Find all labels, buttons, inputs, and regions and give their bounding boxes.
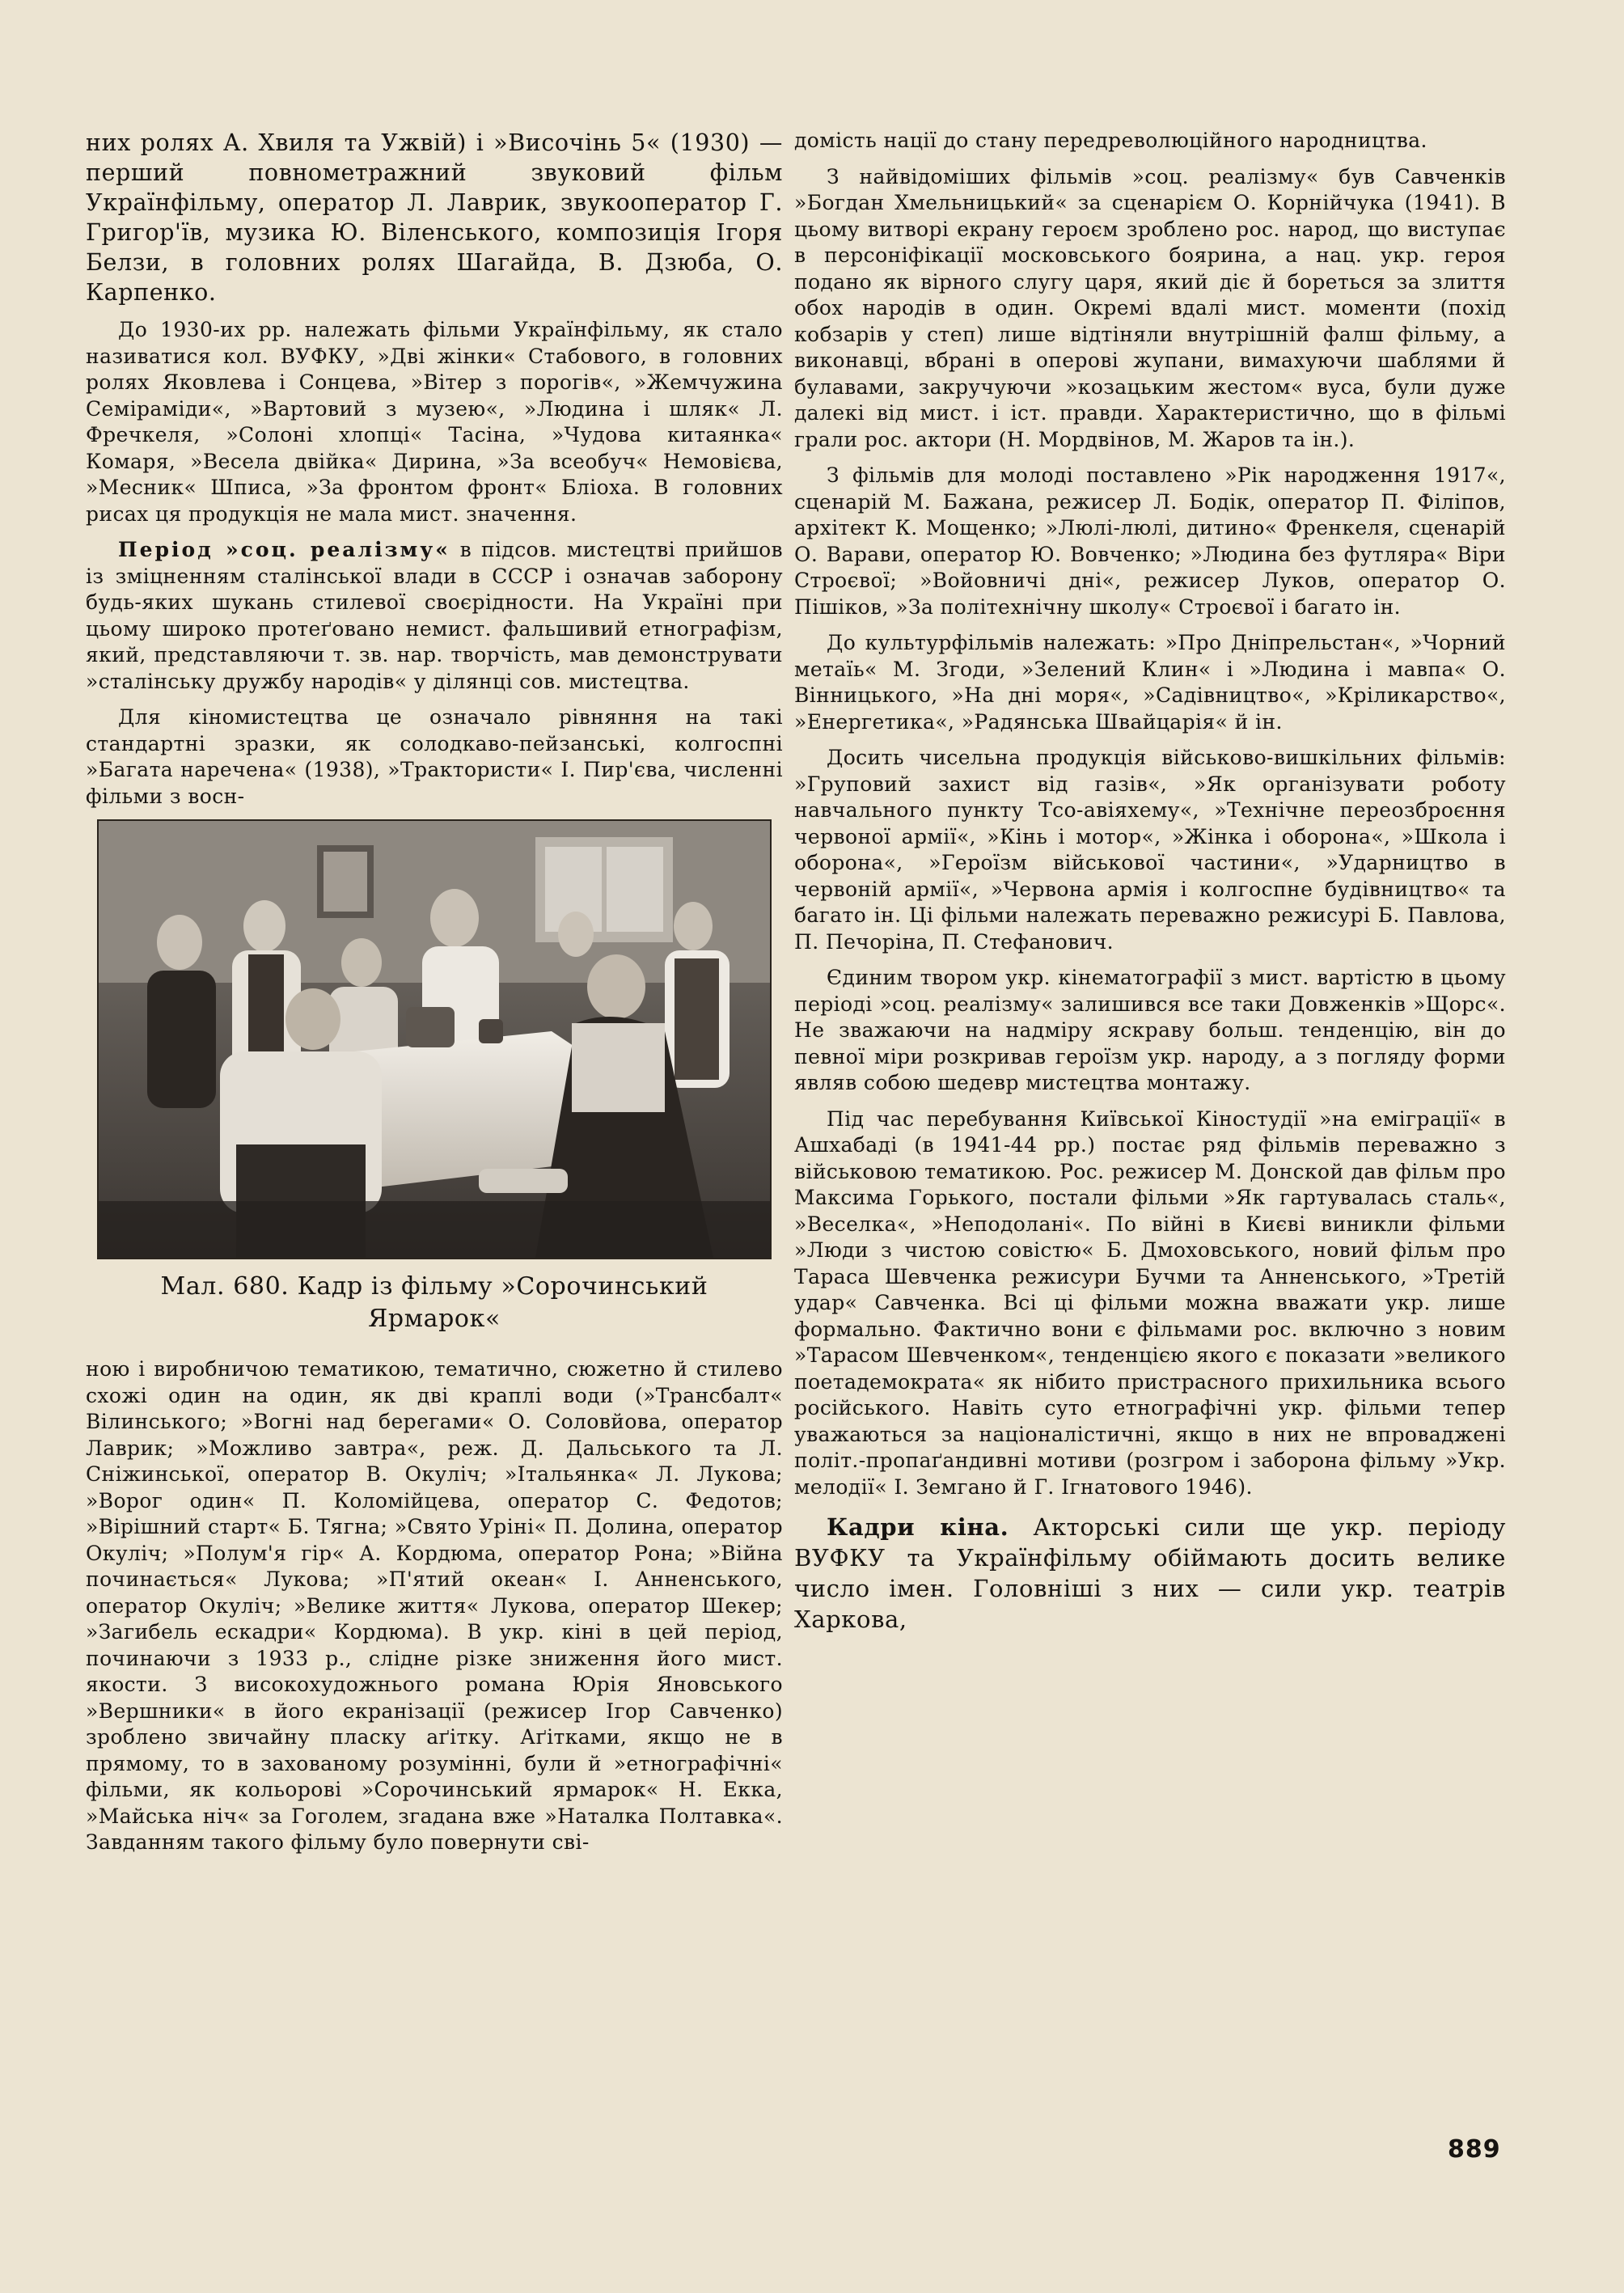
right-paragraph-2: З найвідоміших фільмів »соц. реалізму« був Савченків »Богдан Хмельницький« за сценарієм О. Корнійчука (1941). В цьому витворі екрану героєм зроблено рос. народ, що виступає в персоніфікації московського боярина, а нац. укр. героя подано як вірного слугу царя, який діє й бореться за злиття обох народів в один. Окремі вдалі мист. моменти (похід кобзарів у степ) лише відтіняли внутрішній фалш фільму, а виконавці, вбрані в оперові жупани, вимахуючи шаблями й булавами, закручуючи »козацьким жестом« вуса, були дуже далекі від мист. і іст. правди. Характеристично, що в фільмі грали рос. актори (Н. Мордвінов, М. Жаров та ін.). (794, 164, 1506, 451)
right-paragraph-6: Єдиним твором укр. кінематографії з мист. вартістю в цьому періоді »соц. реалізму« залишився все таки Довженків »Щорс«. Не зважаючи на надміру яскраву больш. тенденцію, він до певної міри розкривав героїзм укр. народу, а з погляду форми являв собою шедевр мистецтва монтажу. (794, 966, 1506, 1094)
left-paragraph-1: них ролях А. Хвиля та Ужвій) і »Височінь 5« (1930) — перший повнометражний звуковий фільм Українфільму, оператор Л. Лаврик, звукооператор Г. Григор'їв, музика Ю. Віленського, композиція Ігоря Белзи, в головних ролях Шагайда, В. Дзюба, О. Карпенко. (86, 129, 783, 306)
right-paragraph-4: До культурфільмів належать: »Про Дніпрельстан«, »Чорний метаїь« М. Згоди, »Зелений Клин« і »Людина і мавпа« О. Вінницького, »На дні моря«, »Садівництво«, »Кріликарство«, »Енергетика«, »Радянська Швайцарія« й ін. (794, 631, 1506, 734)
left-paragraph-3 (86, 537, 783, 695)
figure-caption (86, 1271, 783, 1335)
right-paragraph-5: Досить чисельна продукція військово-вишкільних фільмів: »Груповий захист від газів«, »Як організувати роботу навчального пункту Тсо-авіяхему«, »Технічне переозброєння червоної армії«, »Кінь і мотор«, »Жінка і оборона«, »Школа і оборона«, »Героїзм військової частини«, »Ударництво в червоній армії«, »Червона армія і колгоспне будівництво« та багато ін. Ці фільми належать переважно режисурі Б. Павлова, П. Печоріна, П. Стефанович. (794, 746, 1506, 954)
section-heading-film-cadres: Кадри кіна. (827, 1513, 1009, 1541)
film-still-photo (97, 819, 772, 1259)
right-paragraph-7: Під час перебування Київської Кіностудії »на еміграції« в Ашхабаді (в 1941-44 рр.) постає ряд фільмів переважно з військовою тематикою. Рос. режисер М. Донской дав фільм про Максима Горького, постали фільми »Як гартувалась сталь«, »Веселка«, »Неподолані«. По війні в Києві виникли фільми »Люди з чистою совістю« Б. Дмоховського, новий фільм про Тараса Шевченка режисури Бучми та Анненського, »Третій удар« Савченка. Всі ці фільми можна вважати укр. лише формально. Фактично вони є фільмами рос. включно з новим »Тарасом Шевченком«, тенденцією якого є показати »великого поетадемократа« як нібито пристрасного прихильника всього російського. Навіть суто етнографічні укр. фільми тепер уважаються за націоналістичні, якщо в них не впроваджені політ.-пропаґандивні мотиви (розгром і заборона фільму »Укр. мелодії« І. Земгано й Г. Ігнатового 1946). (794, 1106, 1506, 1499)
left-paragraph-2: До 1930-их рр. належать фільми Українфільму, як стало називатися кол. ВУФКУ, »Дві жінки« Стабового, в головних ролях Яковлева і Сонцева, »Вітер з порогів«, »Жемчужина Семіраміди«, »Вартовий з музею«, »Людина і шляк« Л. Фречкеля, »Солоні хлопці« Тасіна, »Чудова китаянка« Комаря, »Весела двійка« Дирина, »За всеобуч« Немовієва, »Месник« Шписа, »За фронтом фронт« Бліоха. В головних рисах ця продукція не мала мист. значення. (86, 318, 783, 526)
left-paragraph-5: ною і виробничою тематикою, тематично, сюжетно й стилево схожі один на один, як дві краплі води (»Трансбалт« Вілинського; »Вогні над берегами« О. Соловйова, оператор Лаврик; »Можливо завтра«, реж. Д. Дальського та Л. Сніжинської, оператор В. Окуліч; »Італьянка« Л. Лукова; »Ворог один« П. Коломійцева, оператор С. Федотов; »Вірішний старт« Б. Тягна; »Свято Уріні« П. Долина, оператор Окуліч; »Полум'я гір« А. Кордюма, оператор Рона; »Війна починається« Лукова; »П'ятий океан« І. Анненського, оператор Окуліч; »Велике життя« Лукова, оператор Шекер; »Загибель ескадри« Кордюма). В укр. кіні в цей період, починаючи з 1933 р., слідне різке зниження його мист. якости. З високохудожнього романа Юрія Яновського »Вершники« в його екранізації (режисер Ігор Савченко) зроблено звичайну пласку аґітку. Аґітками, якщо не в прямому, то в захованому розумінні, були й »етнографічні« фільми, як кольорові »Сорочинський ярмарок« Н. Екка, »Майська ніч« за Гоголем, згадана вже »Наталка Полтавка«. Завданням такого фільму було повернути сві- (86, 1357, 783, 1854)
film-still-image (99, 821, 770, 1258)
right-paragraph-8 (794, 1512, 1506, 1635)
right-paragraph-8-body: Акторські сили ще укр. періоду ВУФКУ та Українфільму обіймають досить велике число імен. Головніші з них — сили укр. театрів Харкова, (794, 1513, 1506, 1633)
section-heading-socialist-realism: Період »соц. реалізму« (118, 538, 450, 561)
figure-caption-line-2: Ярмарок« (368, 1305, 501, 1333)
left-paragraph-3-body: в підсов. мистецтві прийшов із зміцненням сталінської влади в СССР і означав заборону будь-яких шукань стилевої своєрідности. На Україні при цьому широко протеґовано немист. фальшивий етнографізм, який, представляючи т. зв. нар. творчість, мав демонструвати »сталінську дружбу народів« у ділянці сов. мистецтва. (86, 538, 783, 693)
page-number: 889 (1448, 2135, 1501, 2164)
right-column (794, 128, 1506, 1644)
left-paragraph-4: Для кіномистецтва це означало рівняння на такі стандартні зразки, як солодкаво-пейзанські, колгоспні »Багата наречена« (1938), »Трактористи« І. Пир'єва, численні фільми з восн- (86, 705, 783, 808)
left-column (86, 128, 783, 1866)
right-paragraph-3: З фільмів для молоді поставлено »Рік народження 1917«, сценарій М. Бажана, режисер Л. Бодік, оператор П. Філіпов, архітект К. Мощенко; »Люлі-люлі, дитино« Френкеля, сценарій О. Варави, оператор Ю. Вовченко; »Людина без футляра« Віри Строєвої; »Войовничі дні«, режисер Луков, оператор О. Пішіков, »За політехнічну школу« Строєвої і багато ін. (794, 463, 1506, 619)
figure-caption-line-1: Мал. 680. Кадр із фільму »Сорочинський (160, 1272, 708, 1301)
right-paragraph-1: домість нації до стану передреволюційного народництва. (794, 129, 1427, 152)
